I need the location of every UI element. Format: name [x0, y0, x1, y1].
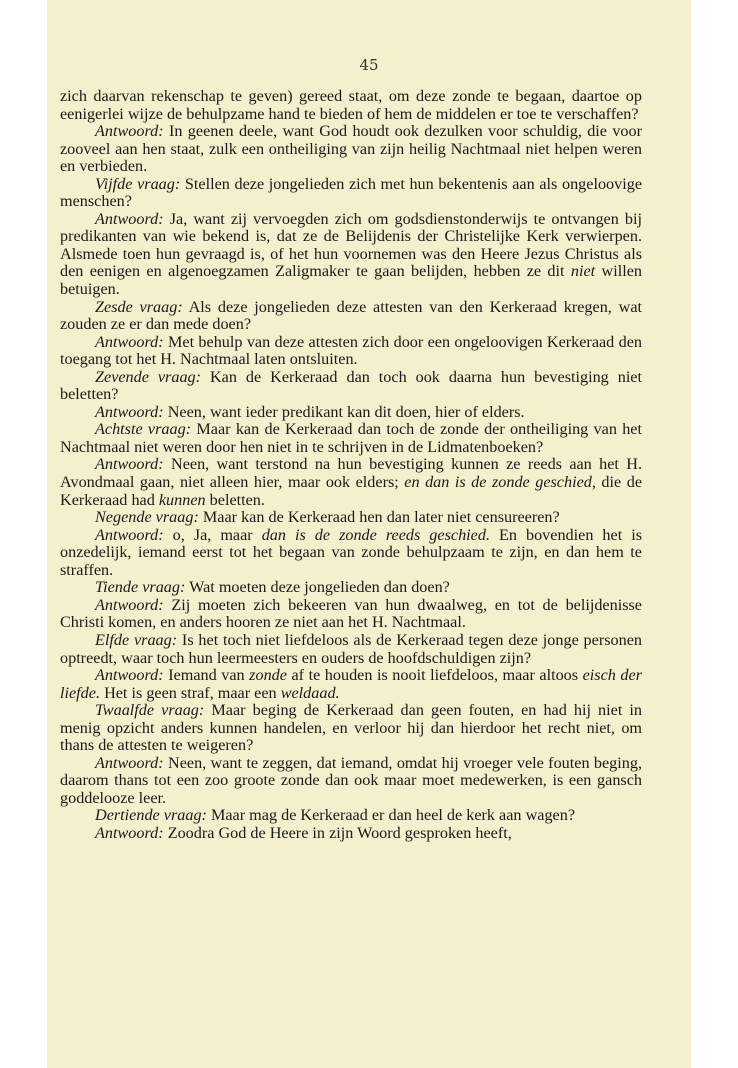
question-label: Tiende vraag:	[95, 578, 186, 597]
paragraph-text: Is het toch niet liefdeloos als de Kerkeraad tegen deze jonge personen optreedt, waar toch hun leermeesters en ouders de hoofdschuldigen zijn?	[60, 630, 642, 667]
page-text	[60, 88, 642, 843]
emphasis-text: niet	[570, 262, 596, 281]
question-paragraph	[60, 369, 642, 404]
answer-label: Antwoord:	[95, 402, 164, 421]
emphasis-text: eisch der liefde.	[60, 666, 642, 702]
question-label: Zesde vraag:	[95, 297, 183, 316]
answer-label: Antwoord:	[95, 595, 164, 614]
paragraph-text: Neen, want ieder predikant kan dit doen, hier of elders.	[163, 402, 525, 421]
answer-label: Antwoord:	[95, 666, 164, 685]
question-label: Dertiende vraag:	[95, 806, 207, 825]
paragraph-text: Zoodra God de Heere in zijn Woord gesproken heeft,	[163, 823, 512, 842]
paragraph-text-middle: die de Kerkeraad had	[60, 473, 642, 509]
paragraph-text-middle: af te houden is nooit liefdeloos, maar altoos	[286, 666, 583, 685]
emphasis-text: kunnen	[158, 490, 206, 509]
paragraph-text: Neen, want te zeggen, dat iemand, omdat hij vroeger vele fouten beging, daarom thans tot een zoo groote zonde dan ook maar moet medewerken, is een gansch goddelooze leer.	[60, 753, 642, 807]
question-paragraph	[60, 509, 642, 527]
question-label: Achtste vraag:	[95, 420, 192, 439]
question-paragraph	[60, 299, 642, 334]
question-paragraph	[60, 421, 642, 456]
paragraph-text: Ja, want zij vervoegden zich om godsdienstonderwijs te ontvangen bij predikanten van wie bekend is, dat ze de Belijdenis der Christelijke Kerk verwierpen. Alsmede toen hun gevraagd is, of het hun voornemen was den Heere Jezus Christus als den eenigen en algenoegzamen Zaligmaker te gaan belijden, hebben ze dit	[60, 209, 642, 281]
paragraph-text: Maar kan de Kerkeraad dan toch de zonde der ontheiliging van het Nachtmaal niet weren door hen niet in te schrijven in de Lidmatenboeken?	[60, 420, 642, 456]
answer-paragraph	[60, 211, 642, 299]
paragraph-text: Stellen deze jongelieden zich met hun bekentenis aan als ongeloovige menschen?	[60, 174, 642, 211]
question-paragraph	[60, 632, 642, 667]
paragraph-text-tail: beletten.	[205, 490, 265, 509]
emphasis-text: dan is de zonde reeds geschied.	[261, 525, 490, 544]
question-label: Vijfde vraag:	[95, 174, 181, 193]
paragraph-text: Als deze jongelieden deze attesten van den Kerkeraad kregen, wat zouden ze er dan mede doen?	[60, 297, 643, 334]
answer-paragraph	[60, 123, 642, 176]
paragraph-text-middle: Het is geen straf, maar een	[100, 683, 281, 702]
question-paragraph	[60, 176, 642, 211]
question-label: Negende vraag:	[95, 508, 199, 527]
answer-label: Antwoord:	[95, 753, 164, 772]
emphasis-text: weldaad.	[280, 683, 340, 702]
answer-paragraph	[60, 755, 642, 808]
paragraph-text-tail: En bovendien het is onzedelijk, iemand eerst tot het begaan van zonde behulpzaam te zijn, en dan hem te straffen.	[60, 525, 643, 579]
answer-paragraph	[60, 597, 642, 632]
paragraph-text: Maar beging de Kerkeraad dan geen fouten, en had hij niet in menig opzicht anders kunnen handelen, en verloor hij dan hierdoor het recht niet, om thans de attesten te weigeren?	[60, 701, 642, 755]
paragraph	[60, 88, 642, 123]
question-paragraph	[60, 807, 642, 825]
emphasis-text: en dan is de zonde geschied,	[404, 473, 596, 492]
paragraph-text: Met behulp van deze attesten zich door een ongeloovigen Kerkeraad den toegang tot het H. Nachtmaal laten ontsluiten.	[60, 332, 642, 369]
answer-label: Antwoord:	[95, 823, 164, 842]
answer-paragraph	[60, 527, 642, 580]
question-paragraph	[60, 702, 642, 755]
paragraph-text: Wat moeten deze jongelieden dan doen?	[185, 578, 450, 597]
page-number: 45	[359, 56, 379, 74]
question-paragraph	[60, 579, 642, 597]
paragraph-text: Zij moeten zich bekeeren van hun dwaalweg, en tot de belijdenisse Christi komen, en anders hooren ze niet aan het H. Nachtmaal.	[60, 595, 642, 632]
answer-paragraph	[60, 825, 642, 843]
answer-paragraph	[60, 456, 642, 509]
answer-label: Antwoord:	[95, 525, 164, 544]
answer-label: Antwoord:	[95, 122, 164, 141]
paragraph-text: Neen, want terstond na hun bevestiging kunnen ze reeds aan het H. Avondmaal gaan, niet alleen hier, maar ook elders;	[60, 455, 642, 492]
paragraph-text: o, Ja, maar	[163, 525, 262, 544]
question-label: Twaalfde vraag:	[95, 701, 205, 720]
book-page	[47, 0, 691, 1068]
paragraph-text: Maar mag de Kerkeraad er dan heel de kerk aan wagen?	[206, 806, 575, 825]
answer-label: Antwoord:	[95, 332, 164, 351]
question-label: Zevende vraag:	[95, 367, 202, 386]
paragraph-text: zich daarvan rekenschap te geven) gereed staat, om deze zonde te begaan, daartoe op eenigerlei wijze de behulpzame hand te bieden of hem de middelen er toe te verschaffen?	[60, 87, 642, 123]
question-label: Elfde vraag:	[95, 630, 178, 649]
paragraph-text: In geenen deele, want God houdt ook dezulken voor schuldig, die voor zooveel aan hen staat, zulk een ontheiliging van zijn heilig Nachtmaal niet helpen weren en verbieden.	[60, 122, 642, 176]
answer-label: Antwoord:	[95, 455, 164, 474]
paragraph-text-tail: willen betuigen.	[60, 262, 642, 299]
paragraph-text: Iemand van	[163, 666, 250, 685]
answer-paragraph	[60, 404, 642, 422]
paragraph-text: Maar kan de Kerkeraad hen dan later niet censureeren?	[198, 508, 560, 527]
emphasis-text: zonde	[249, 666, 287, 685]
answer-paragraph	[60, 667, 642, 702]
answer-label: Antwoord:	[95, 209, 164, 228]
answer-paragraph	[60, 334, 642, 369]
paragraph-text: Kan de Kerkeraad dan toch ook daarna hun bevestiging niet beletten?	[60, 367, 642, 404]
